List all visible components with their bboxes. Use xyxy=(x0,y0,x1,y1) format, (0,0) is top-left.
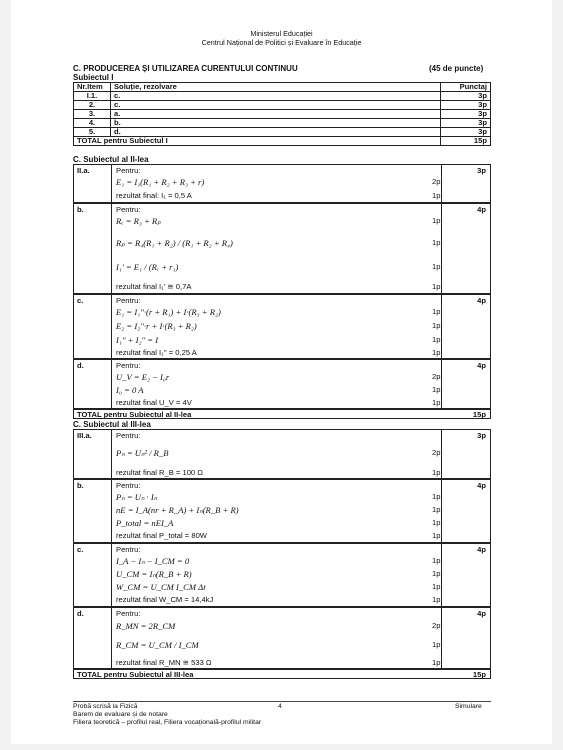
section-points: (45 de puncte) xyxy=(429,64,484,73)
section-title: C. PRODUCEREA ȘI UTILIZAREA CURENTULUI CONTINUU xyxy=(73,64,298,73)
exam-page xyxy=(11,0,552,744)
line-score: 1p xyxy=(432,238,441,247)
line-score: 1p xyxy=(432,385,441,394)
item-points: 4p xyxy=(477,205,486,214)
formula: E₂ = I₂''·r + I·(R₃ + R₂) xyxy=(116,321,197,331)
subject1-total-label: TOTAL pentru Subiectul I xyxy=(74,137,441,146)
header-item: Nr.Item xyxy=(74,83,111,92)
line-score: 2p xyxy=(432,372,441,381)
item-answer: b. xyxy=(110,119,440,128)
line-score: 2p xyxy=(432,177,441,186)
subject2-total-label: TOTAL pentru Subiectul al II-lea xyxy=(77,410,192,419)
item-points: 3p xyxy=(441,119,491,128)
line-text: rezultat final P_total = 80W xyxy=(116,531,207,540)
line-text: rezultat final: I₁ = 0,5 A xyxy=(116,191,192,200)
subject1-title: Subiectul I xyxy=(73,73,114,82)
subject3-total-points: 15p xyxy=(472,670,486,679)
formula: I₁'' + I₂'' = I xyxy=(116,335,159,345)
item-id: d. xyxy=(77,361,84,370)
formula: E₁ = I₁''·(r + R₁) + I·(R₃ + R₂) xyxy=(116,307,221,317)
line-score: 1p xyxy=(432,335,441,344)
item-number: 2. xyxy=(74,101,111,110)
footer-profile: Filiera teoretică – profilul real, Filiera vocațională-profilul militar xyxy=(73,719,262,726)
subject2-total-points: 15p xyxy=(472,410,486,419)
line-text: Pentru: xyxy=(116,481,141,490)
line-text: rezultat final W_CM = 14,4kJ xyxy=(116,595,214,604)
header-ministry: Ministerul Educației xyxy=(250,29,313,38)
line-score: 1p xyxy=(432,282,441,291)
formula: W_CM = U_CM I_CM Δt xyxy=(116,582,206,592)
line-score: 1p xyxy=(432,518,441,527)
item-id: d. xyxy=(77,609,84,618)
line-score: 2p xyxy=(432,448,441,457)
item-block-2c xyxy=(73,294,491,359)
item-points: 3p xyxy=(477,431,486,440)
formula: I₁' = E₁ / (Rₑ + r₁) xyxy=(116,262,179,272)
formula: U_V = E₂ − I₀r xyxy=(116,372,170,382)
item-answer: d. xyxy=(110,128,440,137)
item-points: 4p xyxy=(477,481,486,490)
line-text: Pentru: xyxy=(116,205,141,214)
formula: Pₙ = Uₙ² / R_B xyxy=(116,448,169,458)
item-points: 4p xyxy=(477,609,486,618)
item-answer: a. xyxy=(110,110,440,119)
header-solution: Soluție, rezolvare xyxy=(110,83,440,92)
subject3-total-label: TOTAL pentru Subiectul al III-lea xyxy=(77,670,194,679)
formula: U_CM = Iₙ(R_B + R) xyxy=(116,569,192,579)
item-points: 3p xyxy=(441,92,491,101)
subject1-total-row xyxy=(74,137,491,146)
item-id: b. xyxy=(77,205,84,214)
item-block-3b xyxy=(73,479,491,543)
item-points: 3p xyxy=(441,128,491,137)
line-score: 1p xyxy=(432,505,441,514)
line-score: 1p xyxy=(432,582,441,591)
item-id: b. xyxy=(77,481,84,490)
line-text: Pentru: xyxy=(116,609,141,618)
item-points: 3p xyxy=(477,166,486,175)
line-score: 2p xyxy=(432,621,441,630)
item-points: 3p xyxy=(441,110,491,119)
subject3-total-row xyxy=(73,669,491,679)
line-score: 1p xyxy=(432,348,441,357)
footer-rule xyxy=(73,701,491,702)
item-number: I.1. xyxy=(74,92,111,101)
line-text: rezultat final I₁'' = 0,25 A xyxy=(116,348,197,357)
footer-barem: Barem de evaluare și de notare xyxy=(73,711,168,718)
line-text: Pentru: xyxy=(116,296,141,305)
table-row xyxy=(74,119,491,128)
line-score: 1p xyxy=(432,640,441,649)
line-score: 1p xyxy=(432,531,441,540)
line-text: rezultat final I₁' ≅ 0,7A xyxy=(116,282,192,291)
formula: E₁ = I₁(R₁ + R₂ + R₃ + r) xyxy=(116,177,205,187)
item-block-2b xyxy=(73,203,491,294)
formula: I₀ = 0 A xyxy=(116,385,144,395)
footer-subject: Probă scrisă la Fizică xyxy=(73,703,138,710)
line-score: 1p xyxy=(432,307,441,316)
formula: Pₙ = Uₙ · Iₙ xyxy=(116,492,158,502)
formula: P_total = nEI_A xyxy=(116,518,174,528)
subject2-title: C. Subiectul al II-lea xyxy=(73,155,149,164)
formula: I_A − Iₙ − I_CM = 0 xyxy=(116,556,190,566)
line-text: Pentru: xyxy=(116,545,141,554)
table-row xyxy=(74,92,491,101)
header-points: Punctaj xyxy=(441,83,491,92)
item-id: III.a. xyxy=(77,431,92,440)
item-block-2a xyxy=(73,164,491,203)
line-text: Pentru: xyxy=(116,166,141,175)
line-score: 1p xyxy=(432,191,441,200)
item-block-3a xyxy=(73,429,491,479)
item-points: 3p xyxy=(441,101,491,110)
item-number: 5. xyxy=(74,128,111,137)
item-id: c. xyxy=(77,296,84,305)
formula: nE = I_A(nr + R_A) + Iₙ(R_B + R) xyxy=(116,505,239,515)
item-block-2d xyxy=(73,359,491,409)
line-score: 1p xyxy=(432,468,441,477)
item-points: 4p xyxy=(477,361,486,370)
item-block-3c xyxy=(73,543,491,607)
subject2-total-row xyxy=(73,409,491,419)
line-text: Pentru: xyxy=(116,431,141,440)
line-text: Pentru: xyxy=(116,361,141,370)
formula: R_CM = U_CM / I_CM xyxy=(116,640,199,650)
line-text: rezultat final R_MN ≅ 533 Ω xyxy=(116,658,212,667)
line-text: rezultat final R_B = 100 Ω xyxy=(116,468,203,477)
line-text: rezultat final U_V = 4V xyxy=(116,398,192,407)
line-score: 1p xyxy=(432,216,441,225)
formula: Rₚ = R₄(R₁ + R₂) / (R₁ + R₂ + R₄) xyxy=(116,238,233,248)
line-score: 1p xyxy=(432,595,441,604)
line-score: 1p xyxy=(432,492,441,501)
item-number: 4. xyxy=(74,119,111,128)
subject3-title: C. Subiectul al III-lea xyxy=(73,420,151,429)
item-id: II.a. xyxy=(77,166,90,175)
formula: R_MN = 2R_CM xyxy=(116,621,176,631)
footer-simulation: Simulare xyxy=(455,703,482,710)
line-score: 1p xyxy=(432,556,441,565)
item-points: 4p xyxy=(477,545,486,554)
table-row xyxy=(74,110,491,119)
item-answer: c. xyxy=(110,101,440,110)
item-number: 3. xyxy=(74,110,111,119)
line-score: 1p xyxy=(432,658,441,667)
item-points: 4p xyxy=(477,296,486,305)
item-block-3d xyxy=(73,607,491,669)
line-score: 1p xyxy=(432,321,441,330)
line-score: 1p xyxy=(432,398,441,407)
item-answer: c. xyxy=(110,92,440,101)
subject1-total-points: 15p xyxy=(441,137,491,146)
footer-page-number: 4 xyxy=(278,703,282,710)
line-score: 1p xyxy=(432,569,441,578)
header-center: Centrul Național de Politici și Evaluare în Educație xyxy=(201,38,362,47)
table-row xyxy=(74,101,491,110)
line-score: 1p xyxy=(432,262,441,271)
table-header-row xyxy=(74,83,491,92)
subject1-table xyxy=(73,82,491,146)
item-id: c. xyxy=(77,545,84,554)
formula: Rₑ = R₃ + Rₚ xyxy=(116,216,161,226)
